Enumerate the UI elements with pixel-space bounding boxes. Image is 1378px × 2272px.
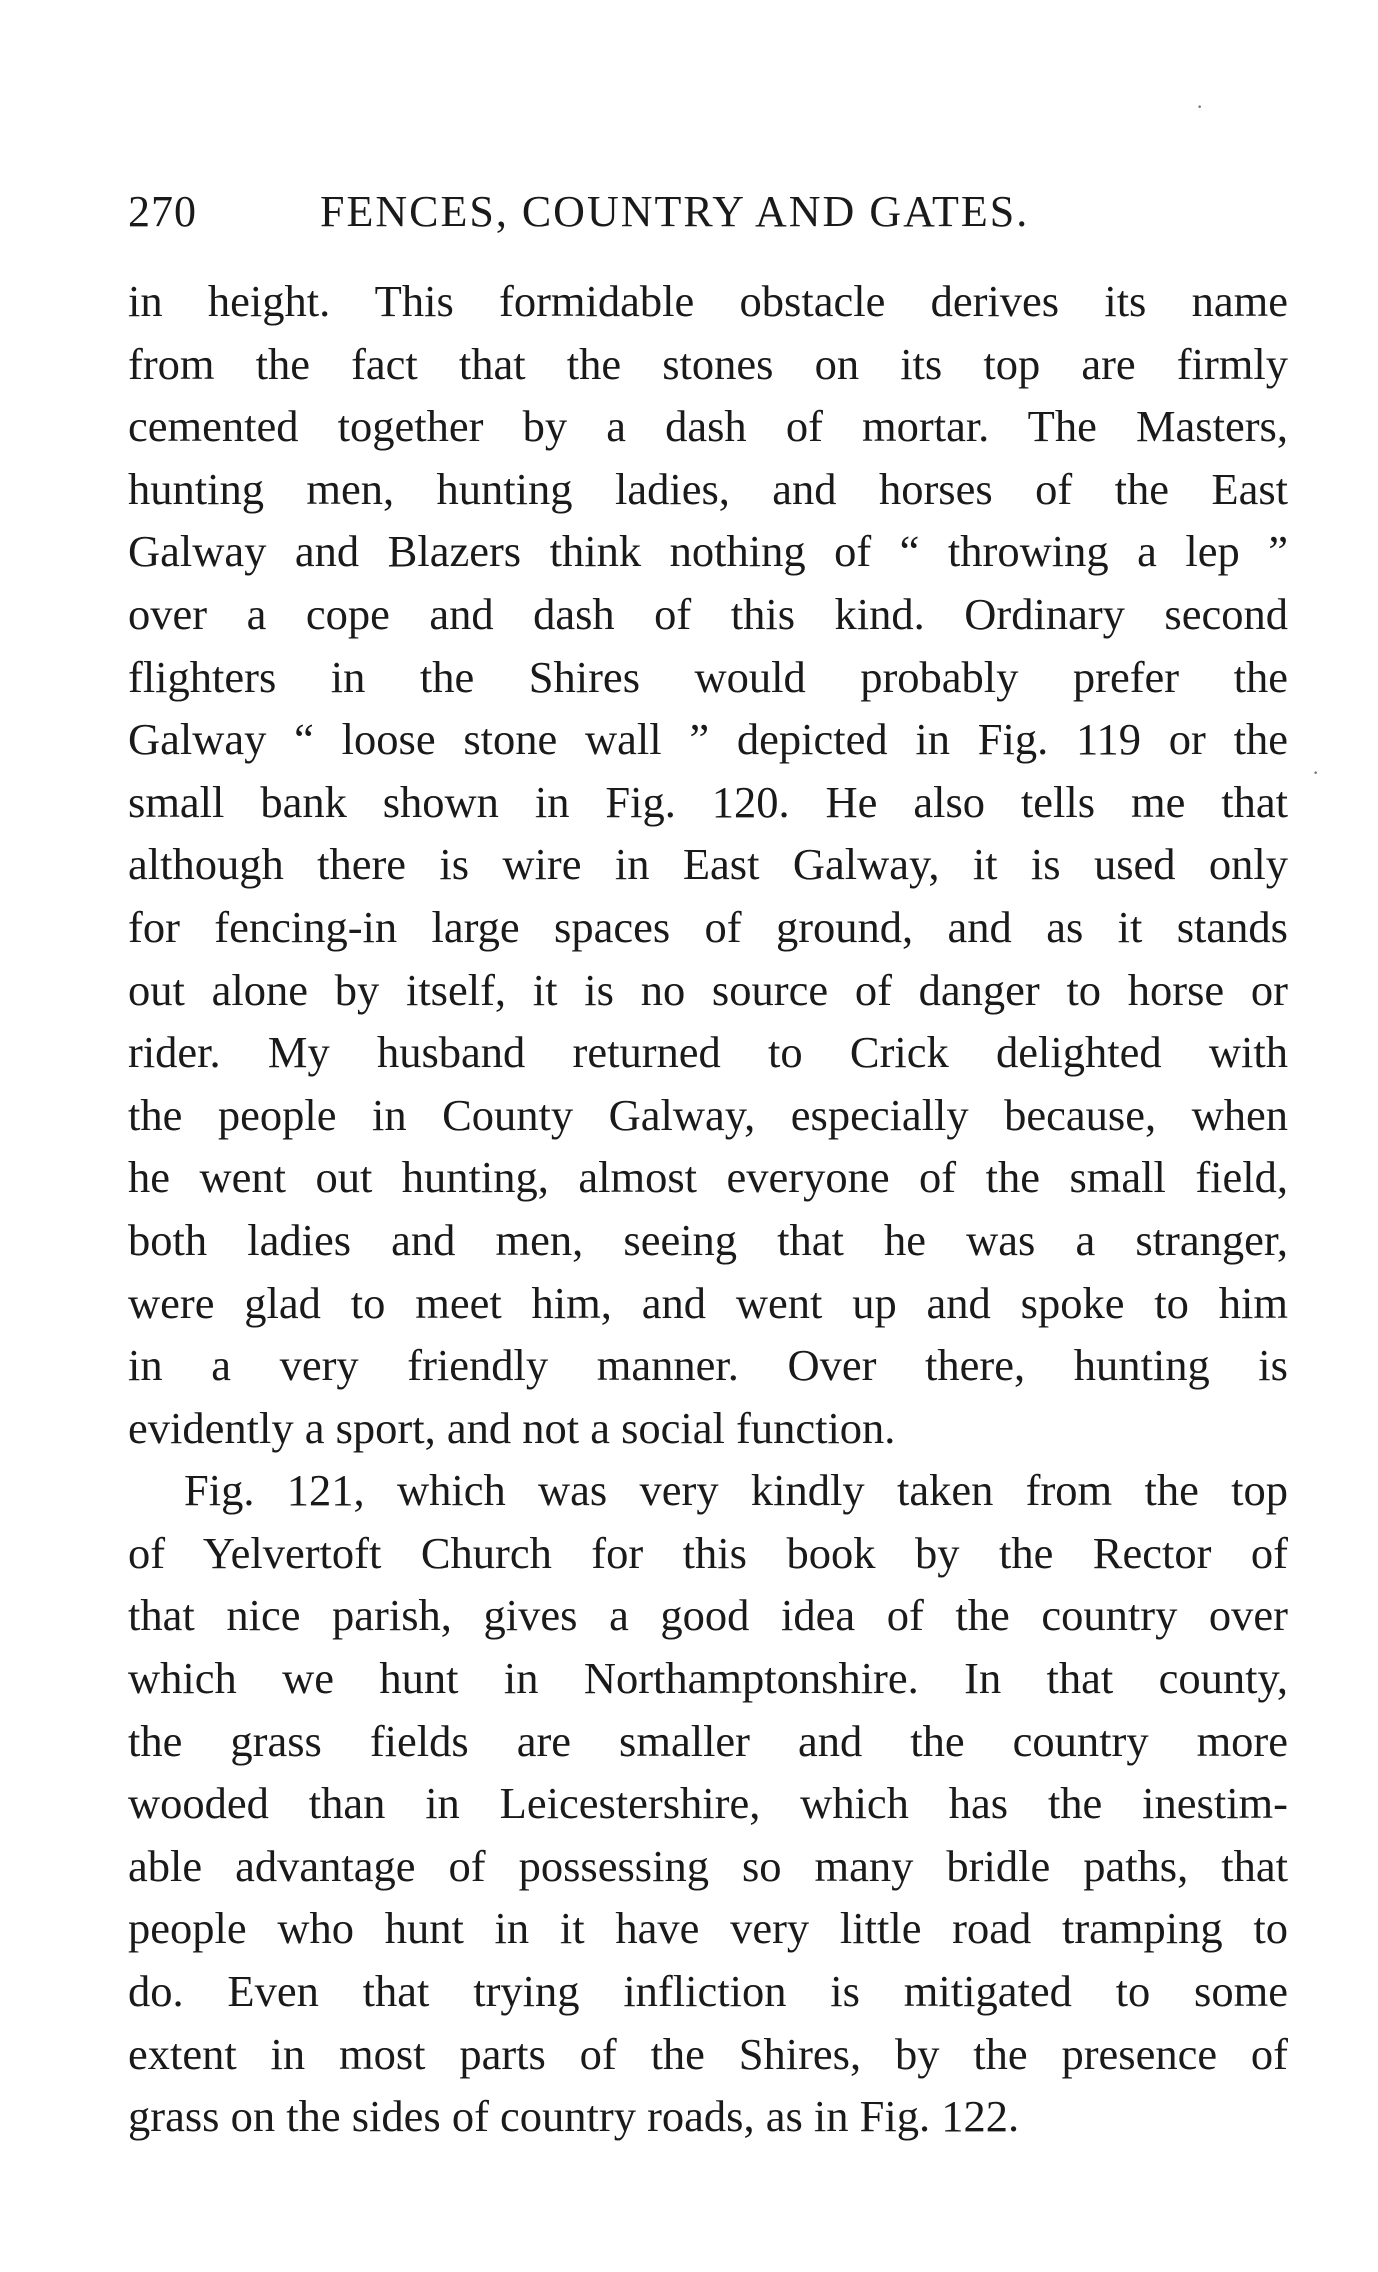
text-line: from the fact that the stones on its top are firmly bbox=[128, 338, 1288, 389]
text-line: people who hunt in it have very little road tramping to bbox=[128, 1903, 1288, 1954]
text-line: although there is wire in East Galway, it is used only bbox=[128, 839, 1288, 890]
text-line: rider. My husband returned to Crick delighted with bbox=[128, 1027, 1288, 1078]
text-line: which we hunt in Northamptonshire. In that county, bbox=[128, 1653, 1288, 1704]
text-line: that nice parish, gives a good idea of the country over bbox=[128, 1590, 1288, 1641]
text-line: wooded than in Leicestershire, which has the inestim- bbox=[128, 1778, 1288, 1829]
text-line: the grass fields are smaller and the country more bbox=[128, 1715, 1288, 1766]
paragraph-1 bbox=[128, 270, 1288, 1459]
page-number: 270 bbox=[128, 187, 197, 236]
text-line: cemented together by a dash of mortar. The Masters, bbox=[128, 401, 1288, 452]
text-line: able advantage of possessing so many bridle paths, that bbox=[128, 1840, 1288, 1891]
text-line: the people in County Galway, especially because, when bbox=[128, 1089, 1288, 1140]
text-line: both ladies and men, seeing that he was a stranger, bbox=[128, 1214, 1288, 1265]
text-line: for fencing-in large spaces of ground, and as it stands bbox=[128, 901, 1288, 952]
print-speck: · bbox=[1312, 760, 1320, 785]
body-text bbox=[128, 270, 1288, 2148]
text-line: grass on the sides of country roads, as in Fig. 122. bbox=[128, 2091, 1020, 2142]
text-line: hunting men, hunting ladies, and horses of the East bbox=[128, 463, 1288, 514]
text-line: do. Even that trying infliction is mitigated to some bbox=[128, 1966, 1288, 2017]
text-line: he went out hunting, almost everyone of the small field, bbox=[128, 1152, 1288, 1203]
text-line: evidently a sport, and not a social function. bbox=[128, 1402, 896, 1453]
text-line: Galway “ loose stone wall ” depicted in Fig. 119 or the bbox=[128, 714, 1288, 765]
text-line: Galway and Blazers think nothing of “ throwing a lep ” bbox=[128, 526, 1288, 577]
text-line: out alone by itself, it is no source of danger to horse or bbox=[128, 964, 1288, 1015]
text-line: flighters in the Shires would probably prefer the bbox=[128, 651, 1288, 702]
text-line: small bank shown in Fig. 120. He also tells me that bbox=[128, 776, 1288, 827]
text-line: of Yelvertoft Church for this book by the Rector of bbox=[128, 1527, 1288, 1578]
text-line: over a cope and dash of this kind. Ordinary second bbox=[128, 588, 1288, 639]
print-speck: · bbox=[1196, 94, 1204, 119]
text-line: were glad to meet him, and went up and spoke to him bbox=[128, 1277, 1288, 1328]
running-title: FENCES, COUNTRY AND GATES. bbox=[320, 187, 1030, 236]
running-head bbox=[128, 182, 1128, 242]
text-line: in height. This formidable obstacle derives its name bbox=[128, 276, 1288, 326]
text-line: extent in most parts of the Shires, by the presence of bbox=[128, 2028, 1288, 2079]
text-line: in a very friendly manner. Over there, hunting is bbox=[128, 1340, 1288, 1391]
paragraph-2 bbox=[128, 1459, 1288, 2148]
text-line: Fig. 121, which was very kindly taken from the top bbox=[184, 1465, 1288, 1516]
